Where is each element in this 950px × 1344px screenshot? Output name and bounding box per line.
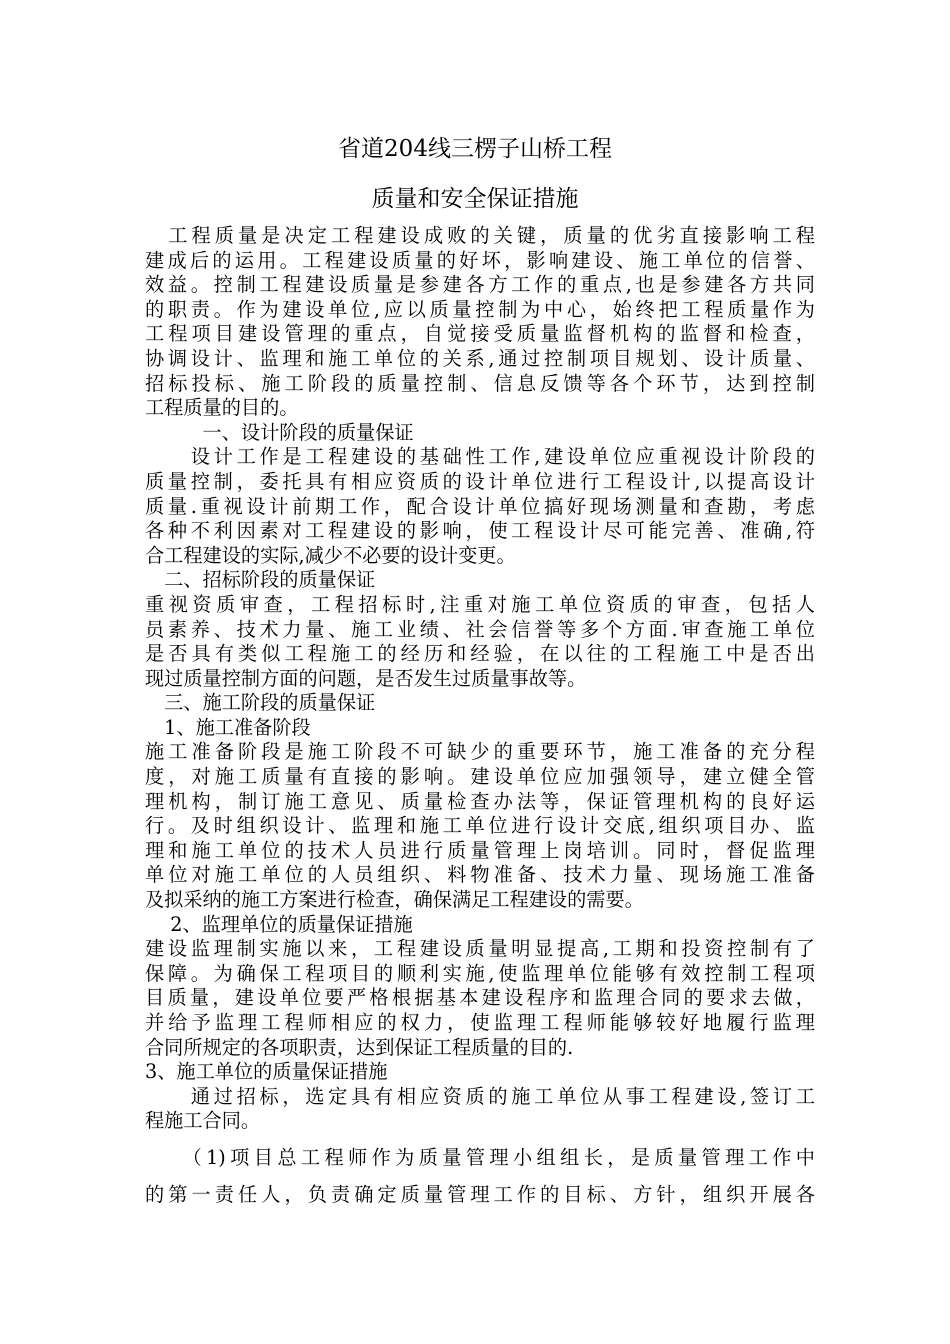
text-line: 重视资质审查，工程招标时,注重对施工单位资质的审查，包括人 <box>145 592 815 616</box>
text-line: 工程项目建设管理的重点，自觉接受质量监督机构的监督和检查， <box>145 322 815 346</box>
text-line: 程施工合同。 <box>145 1109 261 1133</box>
text-line: （1)项目总工程师作为质量管理小组组长，是质量管理工作中 <box>145 1145 815 1169</box>
text-line: 度，对施工质量有直接的影响。建设单位应加强领导，建立健全管 <box>145 765 815 789</box>
text-line: 建成后的运用。工程建设质量的好坏，影响建设、施工单位的信誉、 <box>145 248 815 272</box>
text-line: 效益。控制工程建设质量是参建各方工作的重点,也是参建各方共同 <box>145 273 815 297</box>
text-line: 质量.重视设计前期工作，配合设计单位搞好现场测量和查勘，考虑 <box>145 494 815 518</box>
subsection-heading: 1、施工准备阶段 <box>145 715 311 739</box>
section-heading: 二、招标阶段的质量保证 <box>145 568 376 592</box>
document-body <box>145 224 815 1207</box>
text-line: 的职责。作为建设单位,应以质量控制为中心，始终把工程质量作为 <box>145 297 815 321</box>
text-line: 协调设计、监理和施工单位的关系,通过控制项目规划、设计质量、 <box>145 346 815 370</box>
text-line: 工程质量的目的。 <box>145 396 299 420</box>
text-line: 建设监理制实施以来，工程建设质量明显提高,工期和投资控制有了 <box>145 937 815 961</box>
text-line: 招标投标、施工阶段的质量控制、信息反馈等各个环节，达到控制 <box>145 371 815 395</box>
text-line: 目质量，建设单位要严格根据基本建设程序和监理合同的要求去做， <box>145 986 815 1010</box>
section-heading: 一、设计阶段的质量保证 <box>145 420 414 444</box>
subsection-heading: 2、监理单位的质量保证措施 <box>145 912 413 936</box>
text-line: 合同所规定的各项职责，达到保证工程质量的目的. <box>145 1035 574 1059</box>
text-line: 单位对施工单位的人员组织、料物准备、技术力量、现场施工准备 <box>145 863 815 887</box>
document-subtitle: 质量和安全保证措施 <box>371 186 579 212</box>
text-line: 并给予监理工程师相应的权力，使监理工程师能够较好地履行监理 <box>145 1011 815 1034</box>
text-line: 及拟采纳的施工方案进行检查，确保满足工程建设的需要。 <box>145 888 644 912</box>
text-line: 的第一责任人，负责确定质量管理工作的目标、方针，组织开展各 <box>145 1182 815 1206</box>
section-heading: 三、施工阶段的质量保证 <box>145 691 376 715</box>
text-line: 行。及时组织设计、监理和施工单位进行设计交底,组织项目办、监 <box>145 814 815 838</box>
text-line: 通过招标，选定具有相应资质的施工单位从事工程建设,签订工 <box>145 1084 815 1108</box>
text-line: 理和施工单位的技术人员进行质量管理上岗培训。同时，督促监理 <box>145 838 815 862</box>
text-line: 理机构，制订施工意见、质量检查办法等，保证管理机构的良好运 <box>145 789 815 813</box>
text-line: 员素养、技术力量、施工业绩、社会信誉等多个方面.审查施工单位 <box>145 617 815 641</box>
text-line: 施工准备阶段是施工阶段不可缺少的重要环节，施工准备的充分程 <box>145 740 815 764</box>
text-line: 合工程建设的实际,减少不必要的设计变更。 <box>145 543 516 567</box>
subsection-heading: 3、施工单位的质量保证措施 <box>145 1060 388 1084</box>
text-line: 质量控制，委托具有相应资质的设计单位进行工程设计,以提高设计 <box>145 469 815 493</box>
text-line: 设计工作是工程建设的基础性工作,建设单位应重视设计阶段的 <box>145 445 815 469</box>
text-line: 各种不利因素对工程建设的影响，使工程设计尽可能完善、准确,符 <box>145 519 815 543</box>
text-line: 现过质量控制方面的问题，是否发生过质量事故等。 <box>145 666 587 690</box>
text-line: 保障。为确保工程项目的顺利实施,使监理单位能够有效控制工程项 <box>145 961 815 985</box>
document-title: 省道204线三楞子山桥工程 <box>338 136 612 162</box>
text-line: 是否具有类似工程施工的经历和经验，在以往的工程施工中是否出 <box>145 642 815 666</box>
text-line: 工程质量是决定工程建设成败的关键，质量的优劣直接影响工程 <box>145 224 815 247</box>
